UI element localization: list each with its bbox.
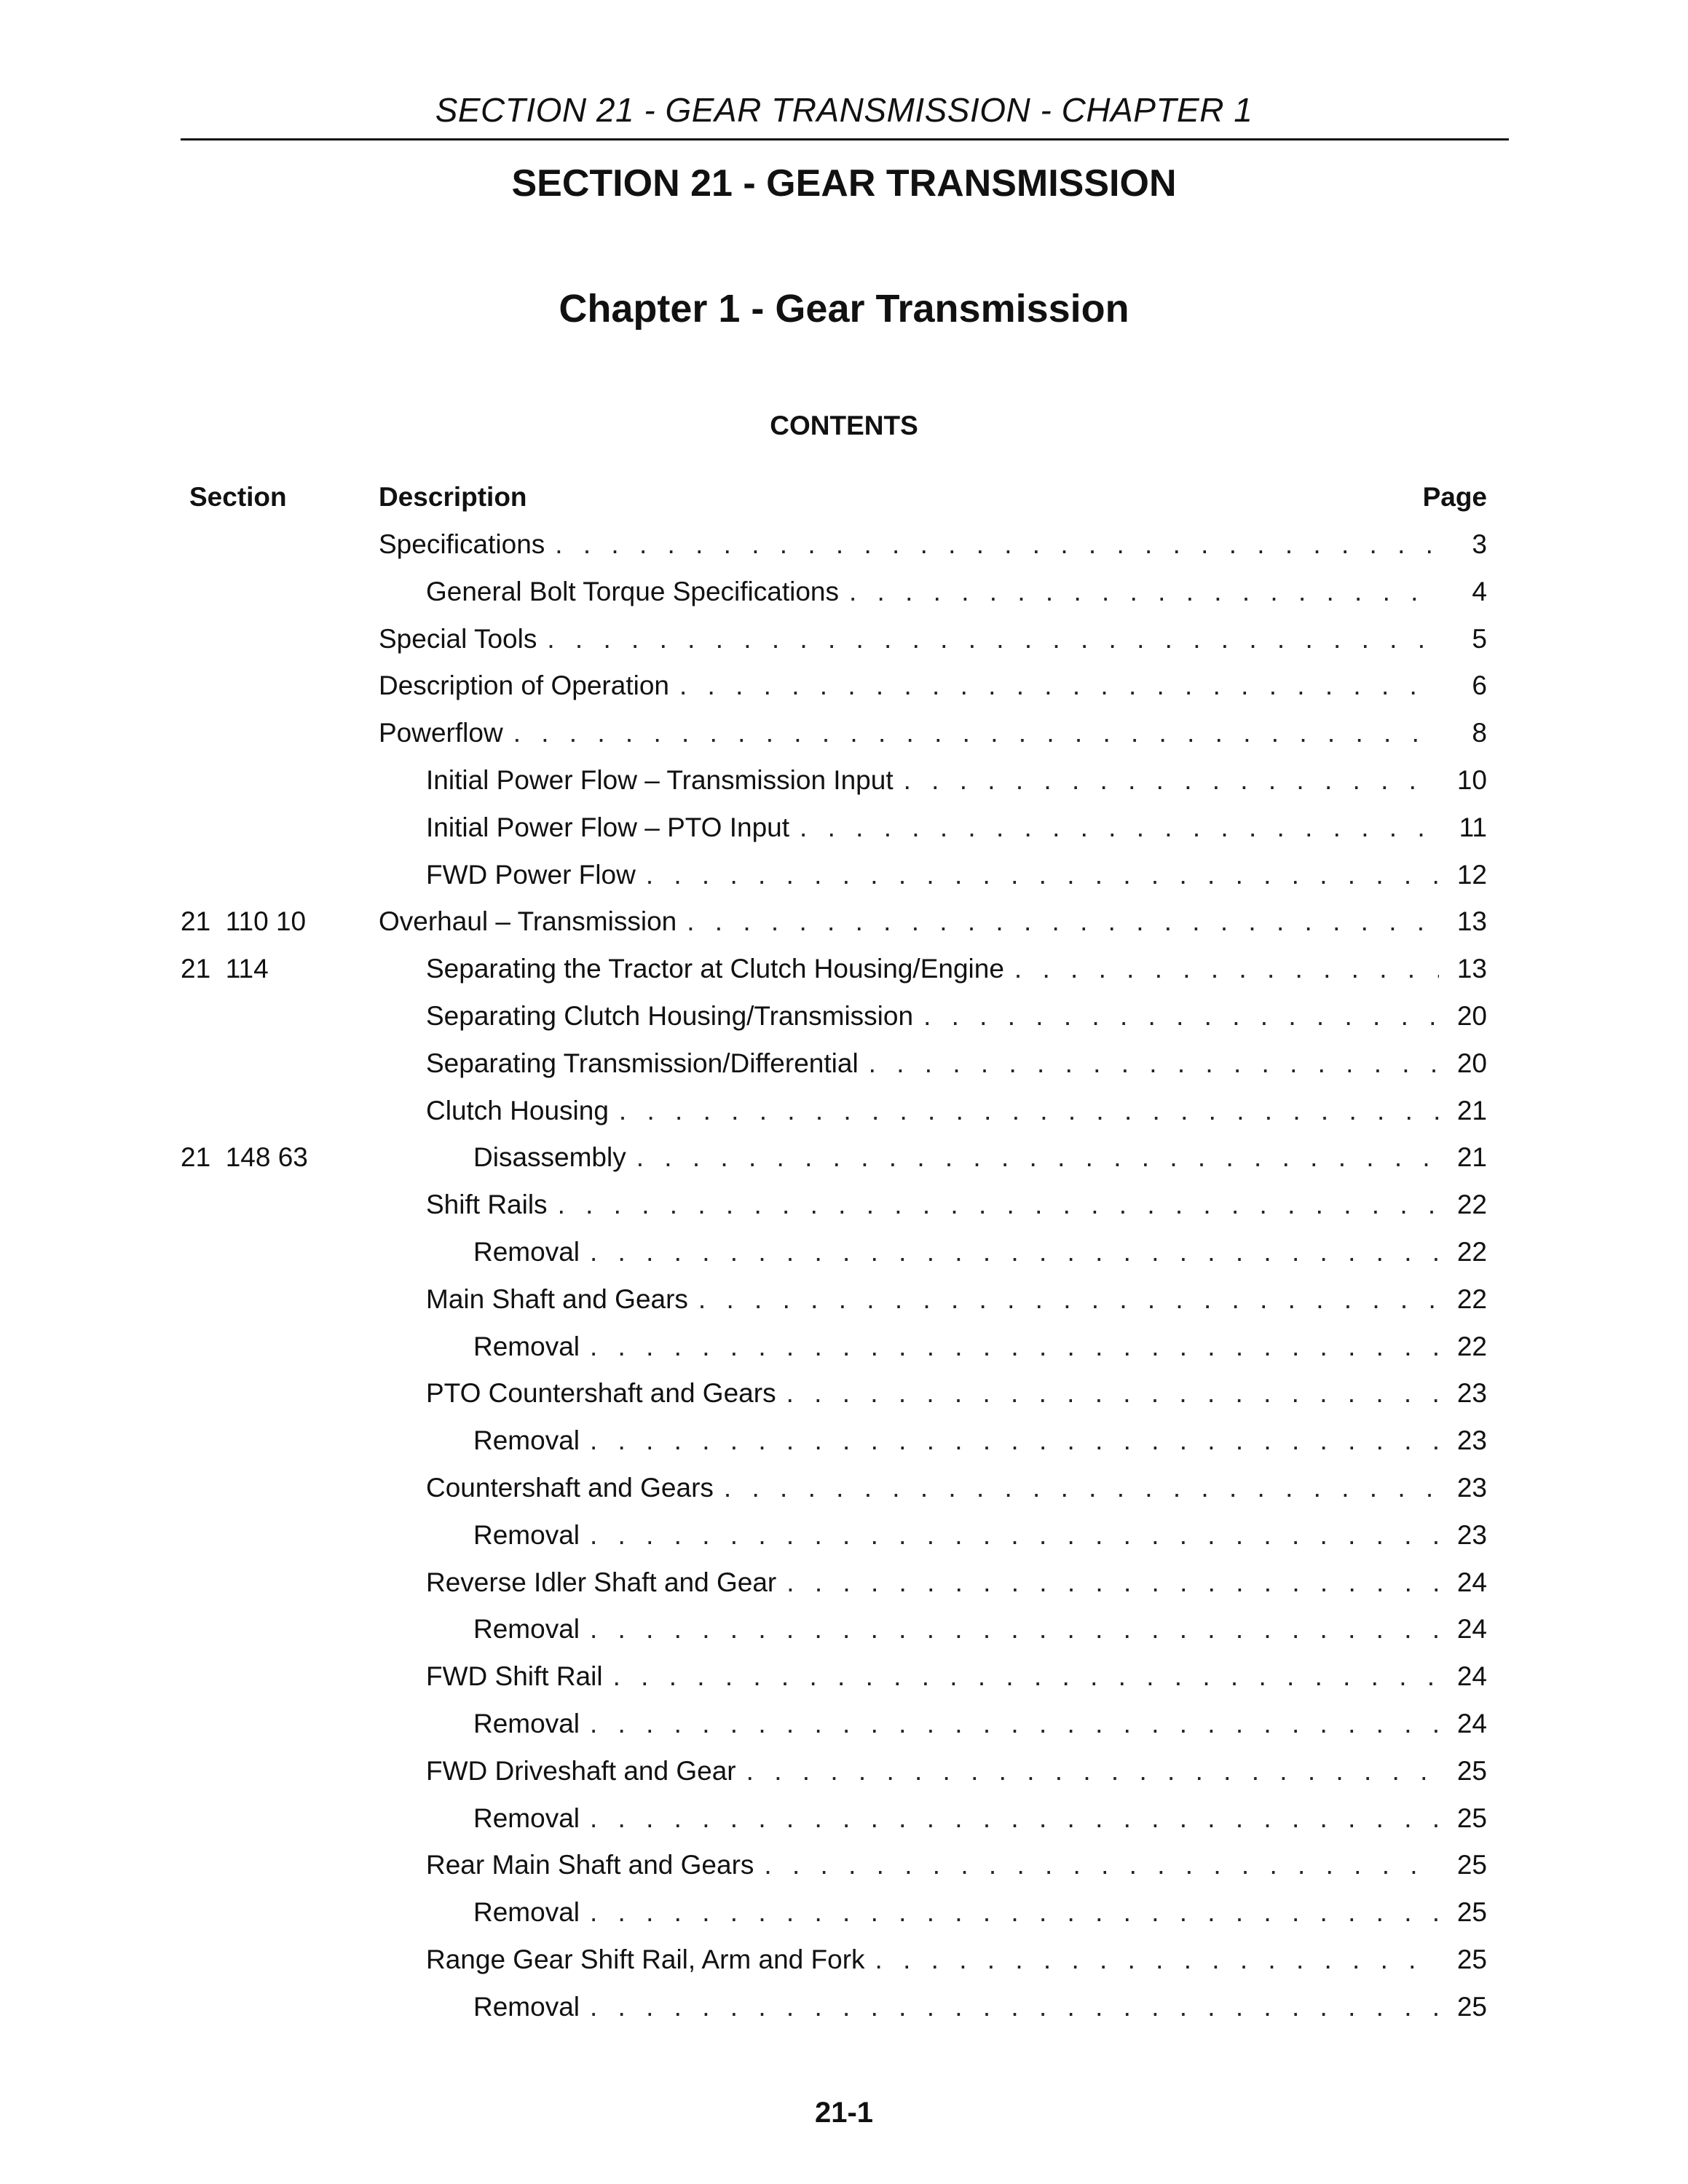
column-header-description: Description xyxy=(379,482,527,512)
toc-entry xyxy=(473,1606,1487,1653)
toc-entry-page: 3 xyxy=(1472,529,1487,559)
section-title: SECTION 21 - GEAR TRANSMISSION xyxy=(511,162,1177,205)
toc-row xyxy=(0,1795,1688,1843)
toc-entry-page: 13 xyxy=(1456,954,1487,984)
toc-entry xyxy=(379,662,1487,710)
toc-entry-title: Removal xyxy=(473,1425,580,1456)
toc-entry-page: 24 xyxy=(1456,1614,1487,1645)
toc-entry-page: 25 xyxy=(1456,1991,1487,2022)
toc-entry-title: Description of Operation xyxy=(379,670,669,701)
toc-entry xyxy=(426,1842,1487,1889)
toc-row xyxy=(0,1417,1688,1465)
toc-entry-page: 24 xyxy=(1456,1567,1487,1597)
toc-entry-title: Countershaft and Gears xyxy=(426,1472,714,1503)
toc-row xyxy=(0,1134,1688,1182)
toc-section-code: 21 110 10 xyxy=(181,906,307,937)
toc-entry-page: 10 xyxy=(1456,764,1487,795)
dot-leader xyxy=(590,1229,1439,1276)
dot-leader xyxy=(679,662,1439,710)
toc-entry-title: Removal xyxy=(473,1614,580,1645)
toc-entry-page: 20 xyxy=(1456,1000,1487,1031)
column-header-section: Section xyxy=(189,482,287,512)
toc-entry xyxy=(426,804,1487,852)
toc-entry xyxy=(379,710,1487,757)
toc-entry-title: FWD Shift Rail xyxy=(426,1661,603,1692)
toc-entry-page: 8 xyxy=(1472,718,1487,748)
toc-entry-title: Rear Main Shaft and Gears xyxy=(426,1850,754,1880)
toc-entry xyxy=(379,616,1487,663)
toc-entry-page: 24 xyxy=(1456,1661,1487,1692)
toc-row xyxy=(0,1984,1688,2031)
toc-entry-page: 23 xyxy=(1456,1519,1487,1550)
toc-entry-page: 13 xyxy=(1456,906,1487,937)
dot-leader xyxy=(590,1701,1439,1748)
toc-row xyxy=(0,1182,1688,1229)
dot-leader xyxy=(687,898,1439,946)
dot-leader xyxy=(764,1842,1439,1889)
dot-leader xyxy=(875,1936,1439,1984)
toc-entry-title: Removal xyxy=(473,1708,580,1738)
dot-leader xyxy=(590,1417,1439,1465)
dot-leader xyxy=(590,1606,1439,1653)
dot-leader xyxy=(590,1984,1439,2031)
toc-entry-page: 25 xyxy=(1456,1755,1487,1786)
toc-row xyxy=(0,1653,1688,1701)
dot-leader xyxy=(786,1559,1439,1607)
toc-entry-title: Shift Rails xyxy=(426,1190,548,1220)
toc-entry xyxy=(473,1417,1487,1465)
dot-leader xyxy=(513,710,1439,757)
dot-leader xyxy=(590,1512,1439,1559)
header-rule xyxy=(181,138,1509,141)
dot-leader xyxy=(724,1465,1439,1512)
toc-entry xyxy=(379,898,1487,946)
toc-row xyxy=(0,1370,1688,1417)
toc-row xyxy=(0,569,1688,616)
toc-entry-page: 23 xyxy=(1456,1425,1487,1456)
toc-entry xyxy=(426,946,1487,993)
toc-entry-title: Removal xyxy=(473,1803,580,1833)
toc-entry-page: 11 xyxy=(1459,812,1487,842)
toc-entry-title: PTO Countershaft and Gears xyxy=(426,1378,776,1409)
dot-leader xyxy=(646,852,1439,899)
toc-entry-page: 23 xyxy=(1456,1378,1487,1409)
toc-entry xyxy=(426,1936,1487,1984)
dot-leader xyxy=(1014,946,1439,993)
toc-row xyxy=(0,1512,1688,1559)
toc-entry-title: Removal xyxy=(473,1519,580,1550)
dot-leader xyxy=(590,1324,1439,1371)
toc-row xyxy=(0,1606,1688,1653)
dot-leader xyxy=(869,1040,1439,1088)
toc-entry-page: 25 xyxy=(1456,1803,1487,1833)
dot-leader xyxy=(800,804,1439,852)
toc-entry-page: 21 xyxy=(1456,1095,1487,1125)
toc-entry-title: Disassembly xyxy=(473,1142,626,1173)
dot-leader xyxy=(558,1182,1439,1229)
toc-entry xyxy=(426,1559,1487,1607)
column-header-page: Page xyxy=(1422,482,1487,512)
toc-entry-page: 6 xyxy=(1472,670,1487,701)
toc-entry xyxy=(473,1889,1487,1936)
dot-leader xyxy=(590,1795,1439,1843)
toc-row xyxy=(0,1559,1688,1607)
dot-leader xyxy=(547,616,1439,663)
running-header: SECTION 21 - GEAR TRANSMISSION - CHAPTER 1 xyxy=(435,91,1253,129)
dot-leader xyxy=(746,1748,1439,1795)
toc-entry-page: 22 xyxy=(1456,1331,1487,1361)
contents-title: CONTENTS xyxy=(770,411,918,440)
toc-row xyxy=(0,662,1688,710)
toc-row xyxy=(0,616,1688,663)
toc-entry-page: 4 xyxy=(1472,576,1487,606)
toc-entry-title: Removal xyxy=(473,1897,580,1928)
toc-row xyxy=(0,1936,1688,1984)
toc-entry-title: Overhaul – Transmission xyxy=(379,906,677,937)
toc-entry-page: 22 xyxy=(1456,1236,1487,1267)
toc-row xyxy=(0,852,1688,899)
dot-leader xyxy=(698,1276,1439,1324)
toc-row xyxy=(0,757,1688,804)
toc-entry-page: 25 xyxy=(1456,1944,1487,1974)
toc-entry xyxy=(426,1465,1487,1512)
page-number: 21-1 xyxy=(814,2097,874,2129)
toc-entry-page: 12 xyxy=(1456,859,1487,890)
dot-leader xyxy=(619,1088,1439,1135)
toc-entry xyxy=(426,1370,1487,1417)
toc-entry xyxy=(426,1653,1487,1701)
toc-entry-title: Separating Clutch Housing/Transmission xyxy=(426,1000,914,1031)
table-of-contents xyxy=(0,521,1688,2031)
toc-row xyxy=(0,1040,1688,1088)
toc-row xyxy=(0,1276,1688,1324)
toc-row xyxy=(0,1748,1688,1795)
dot-leader xyxy=(786,1370,1439,1417)
toc-entry-page: 24 xyxy=(1456,1708,1487,1738)
toc-entry-page: 22 xyxy=(1456,1283,1487,1314)
chapter-title: Chapter 1 - Gear Transmission xyxy=(559,287,1129,331)
toc-entry xyxy=(426,1088,1487,1135)
toc-row xyxy=(0,1229,1688,1276)
toc-entry-page: 25 xyxy=(1456,1850,1487,1880)
toc-entry-page: 22 xyxy=(1456,1190,1487,1220)
toc-entry-title: Powerflow xyxy=(379,718,503,748)
toc-entry-title: General Bolt Torque Specifications xyxy=(426,576,839,606)
dot-leader xyxy=(923,993,1439,1040)
toc-entry-title: Removal xyxy=(473,1991,580,2022)
toc-entry-title: Removal xyxy=(473,1236,580,1267)
dot-leader xyxy=(636,1134,1439,1182)
toc-section-code: 21 148 63 xyxy=(181,1142,308,1173)
toc-entry xyxy=(426,1748,1487,1795)
toc-entry xyxy=(426,852,1487,899)
toc-entry-page: 23 xyxy=(1456,1472,1487,1503)
toc-entry xyxy=(426,1276,1487,1324)
toc-row xyxy=(0,1088,1688,1135)
toc-row xyxy=(0,898,1688,946)
toc-entry-title: Separating Transmission/Differential xyxy=(426,1048,859,1078)
toc-row xyxy=(0,1465,1688,1512)
toc-entry xyxy=(473,1795,1487,1843)
dot-leader xyxy=(904,757,1439,804)
toc-entry-title: Range Gear Shift Rail, Arm and Fork xyxy=(426,1944,865,1974)
toc-entry xyxy=(426,1182,1487,1229)
toc-entry-title: Clutch Housing xyxy=(426,1095,609,1125)
toc-entry xyxy=(473,1512,1487,1559)
toc-row xyxy=(0,1701,1688,1748)
toc-entry-title: FWD Driveshaft and Gear xyxy=(426,1755,736,1786)
toc-row xyxy=(0,946,1688,993)
toc-entry xyxy=(473,1229,1487,1276)
toc-entry-title: Special Tools xyxy=(379,623,537,654)
dot-leader xyxy=(613,1653,1439,1701)
toc-entry-title: Specifications xyxy=(379,529,545,559)
toc-row xyxy=(0,993,1688,1040)
toc-entry xyxy=(426,569,1487,616)
toc-entry xyxy=(473,1984,1487,2031)
toc-entry xyxy=(473,1324,1487,1371)
toc-entry xyxy=(426,1040,1487,1088)
toc-entry-page: 20 xyxy=(1456,1048,1487,1078)
toc-entry xyxy=(426,993,1487,1040)
toc-entry-page: 25 xyxy=(1456,1897,1487,1928)
toc-entry-title: Initial Power Flow – PTO Input xyxy=(426,812,790,842)
dot-leader xyxy=(555,521,1439,569)
dot-leader xyxy=(590,1889,1439,1936)
toc-row xyxy=(0,1889,1688,1936)
dot-leader xyxy=(849,569,1439,616)
toc-entry-page: 5 xyxy=(1472,623,1487,654)
toc-entry-title: Initial Power Flow – Transmission Input xyxy=(426,764,894,795)
toc-entry-title: Separating the Tractor at Clutch Housing/Engine xyxy=(426,954,1004,984)
toc-row xyxy=(0,1324,1688,1371)
toc-row xyxy=(0,710,1688,757)
toc-row xyxy=(0,1842,1688,1889)
toc-entry xyxy=(473,1134,1487,1182)
toc-entry xyxy=(473,1701,1487,1748)
toc-row xyxy=(0,521,1688,569)
toc-entry-title: Reverse Idler Shaft and Gear xyxy=(426,1567,777,1597)
toc-entry-page: 21 xyxy=(1456,1142,1487,1173)
toc-entry-title: Main Shaft and Gears xyxy=(426,1283,688,1314)
toc-section-code: 21 114 xyxy=(181,954,269,984)
toc-entry xyxy=(426,757,1487,804)
toc-entry-title: FWD Power Flow xyxy=(426,859,636,890)
toc-entry xyxy=(379,521,1487,569)
toc-row xyxy=(0,804,1688,852)
toc-entry-title: Removal xyxy=(473,1331,580,1361)
